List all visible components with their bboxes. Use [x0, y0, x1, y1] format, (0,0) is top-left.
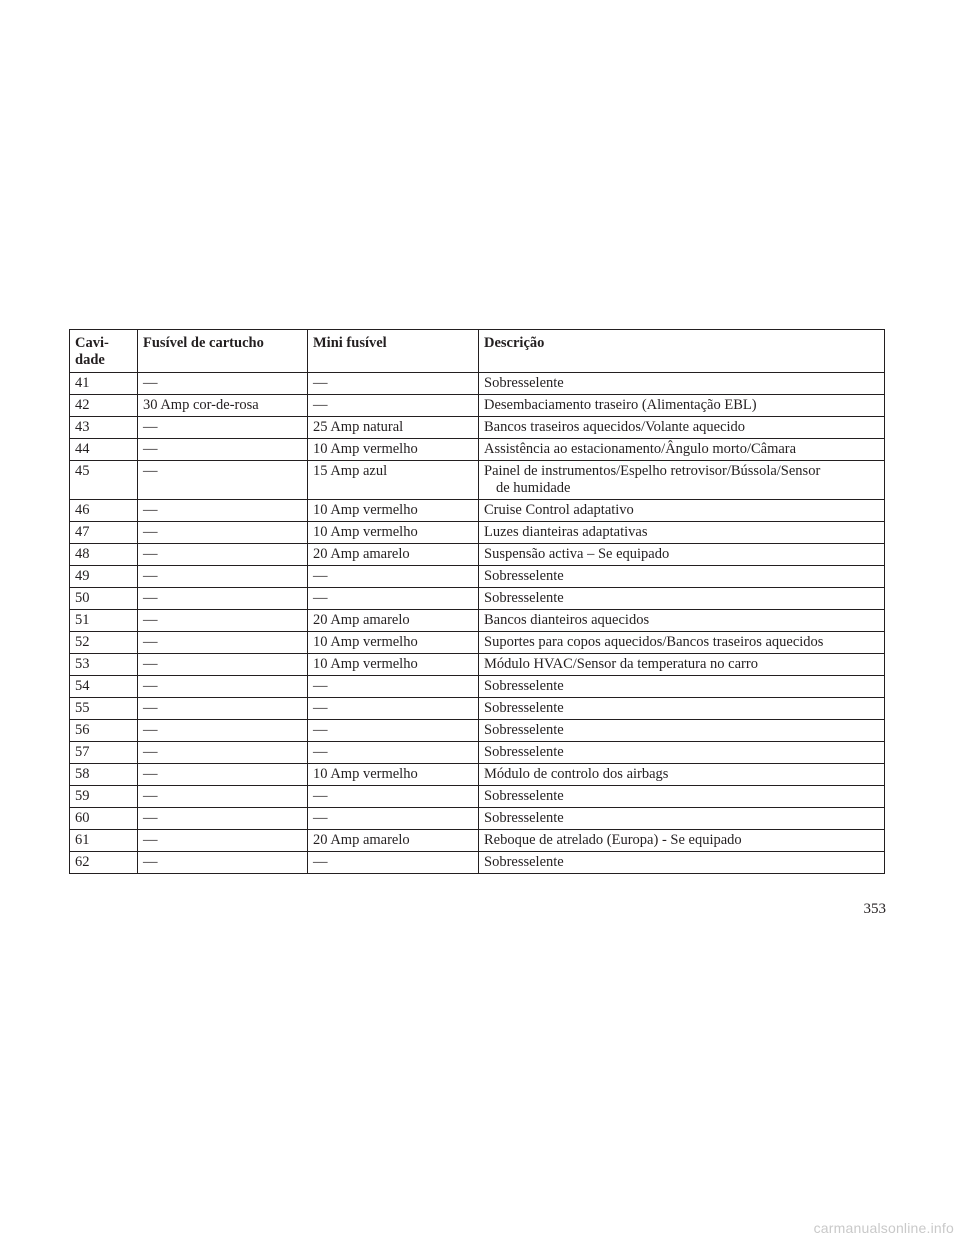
cell-cavity-text: 54	[75, 678, 90, 694]
cell-mini-fuse	[308, 830, 479, 852]
cell-mini-fuse	[308, 566, 479, 588]
cell-description	[479, 588, 885, 610]
table-row	[70, 676, 885, 698]
cell-description-text: Módulo HVAC/Sensor da temperatura no carro	[484, 656, 758, 672]
cell-description	[479, 786, 885, 808]
table-row	[70, 395, 885, 417]
cell-cartridge-fuse-text: —	[143, 419, 158, 435]
cell-cavity-text: 61	[75, 832, 90, 848]
cell-cartridge-fuse-text: —	[143, 463, 158, 479]
cell-cavity-text: 52	[75, 634, 90, 650]
cell-cartridge-fuse	[138, 500, 308, 522]
cell-mini-fuse-text: —	[313, 678, 328, 694]
table-row	[70, 610, 885, 632]
cell-cartridge-fuse-text: —	[143, 656, 158, 672]
cell-description	[479, 566, 885, 588]
cell-description-text: Sobresselente	[484, 678, 564, 694]
watermark: carmanualsonline.info	[813, 1220, 954, 1236]
cell-mini-fuse-text: 15 Amp azul	[313, 463, 388, 479]
cell-cavity	[70, 373, 138, 395]
cell-cavity-text: 51	[75, 612, 90, 628]
cell-cavity	[70, 566, 138, 588]
cell-cartridge-fuse	[138, 654, 308, 676]
cell-mini-fuse-text: 10 Amp vermelho	[313, 502, 418, 518]
cell-cartridge-fuse	[138, 764, 308, 786]
cell-cavity	[70, 698, 138, 720]
header-description: Descrição	[479, 330, 885, 373]
cell-description	[479, 500, 885, 522]
cell-mini-fuse-text: 10 Amp vermelho	[313, 634, 418, 650]
cell-mini-fuse-text: —	[313, 854, 328, 870]
cell-description-text: Luzes dianteiras adaptativas	[484, 524, 648, 540]
cell-description	[479, 610, 885, 632]
cell-cavity	[70, 417, 138, 439]
cell-description	[479, 632, 885, 654]
fuse-table	[69, 329, 885, 874]
cell-cavity	[70, 654, 138, 676]
cell-cavity	[70, 632, 138, 654]
cell-mini-fuse	[308, 544, 479, 566]
cell-cartridge-fuse	[138, 830, 308, 852]
cell-description-text: Sobresselente	[484, 590, 564, 606]
cell-cavity-text: 53	[75, 656, 90, 672]
cell-description	[479, 439, 885, 461]
cell-mini-fuse-text: 20 Amp amarelo	[313, 546, 410, 562]
cell-cavity-text: 60	[75, 810, 90, 826]
cell-cavity-text: 41	[75, 375, 90, 391]
table-row	[70, 461, 885, 500]
cell-mini-fuse	[308, 395, 479, 417]
cell-mini-fuse	[308, 852, 479, 874]
cell-description-text: Suspensão activa – Se equipado	[484, 546, 670, 562]
cell-cartridge-fuse-text: —	[143, 678, 158, 694]
table-row	[70, 522, 885, 544]
cell-description-continuation: de humidade	[496, 480, 571, 496]
cell-mini-fuse	[308, 610, 479, 632]
cell-mini-fuse	[308, 588, 479, 610]
cell-description-text: Desembaciamento traseiro (Alimentação EBL)	[484, 397, 757, 413]
table-row	[70, 698, 885, 720]
cell-description	[479, 698, 885, 720]
cell-description-text: Bancos traseiros aquecidos/Volante aquecido	[484, 419, 746, 435]
cell-cavity	[70, 588, 138, 610]
cell-cavity-text: 42	[75, 397, 90, 413]
cell-cavity-text: 62	[75, 854, 90, 870]
table-row	[70, 544, 885, 566]
cell-cartridge-fuse	[138, 461, 308, 500]
cell-mini-fuse	[308, 698, 479, 720]
cell-mini-fuse	[308, 632, 479, 654]
cell-cartridge-fuse-text: —	[143, 546, 158, 562]
cell-cartridge-fuse	[138, 544, 308, 566]
cell-cavity-text: 55	[75, 700, 90, 716]
page-number: 353	[863, 901, 886, 917]
cell-cavity-text: 44	[75, 441, 90, 457]
cell-description-text: Suportes para copos aquecidos/Bancos traseiros aquecidos	[484, 634, 824, 650]
cell-cartridge-fuse	[138, 610, 308, 632]
cell-cavity	[70, 720, 138, 742]
cell-mini-fuse-text: —	[313, 397, 328, 413]
cell-mini-fuse	[308, 417, 479, 439]
cell-cartridge-fuse	[138, 742, 308, 764]
cell-description-text: Sobresselente	[484, 722, 564, 738]
cell-description	[479, 764, 885, 786]
cell-mini-fuse-text: —	[313, 590, 328, 606]
table-row	[70, 566, 885, 588]
cell-cavity	[70, 610, 138, 632]
cell-mini-fuse-text: —	[313, 375, 328, 391]
cell-cartridge-fuse-text: —	[143, 441, 158, 457]
cell-mini-fuse-text: —	[313, 700, 328, 716]
cell-description-text: Reboque de atrelado (Europa) - Se equipado	[484, 832, 742, 848]
cell-cavity-text: 47	[75, 524, 90, 540]
cell-cavity-text: 50	[75, 590, 90, 606]
cell-cartridge-fuse	[138, 676, 308, 698]
cell-description	[479, 544, 885, 566]
cell-description-text: Sobresselente	[484, 568, 564, 584]
cell-cartridge-fuse	[138, 720, 308, 742]
table-header-row	[70, 330, 885, 373]
cell-mini-fuse	[308, 676, 479, 698]
cell-cartridge-fuse	[138, 522, 308, 544]
cell-mini-fuse-text: 20 Amp amarelo	[313, 612, 410, 628]
cell-cartridge-fuse-text: —	[143, 722, 158, 738]
cell-mini-fuse-text: —	[313, 568, 328, 584]
cell-description	[479, 808, 885, 830]
cell-mini-fuse-text: 10 Amp vermelho	[313, 656, 418, 672]
cell-cartridge-fuse-text: —	[143, 744, 158, 760]
cell-description-text: Sobresselente	[484, 788, 564, 804]
cell-description-text: Sobresselente	[484, 810, 564, 826]
cell-cartridge-fuse-text: —	[143, 375, 158, 391]
table-row	[70, 632, 885, 654]
cell-cavity	[70, 764, 138, 786]
table-row	[70, 588, 885, 610]
header-cartridge: Fusível de cartucho	[138, 330, 308, 373]
cell-cavity-text: 58	[75, 766, 90, 782]
cell-cavity-text: 43	[75, 419, 90, 435]
cell-cartridge-fuse	[138, 588, 308, 610]
cell-cartridge-fuse-text: —	[143, 854, 158, 870]
cell-description-text: Sobresselente	[484, 700, 564, 716]
cell-description	[479, 830, 885, 852]
cell-description	[479, 654, 885, 676]
cell-description-text: Cruise Control adaptativo	[484, 502, 634, 518]
table-row	[70, 439, 885, 461]
cell-description-text: Módulo de controlo dos airbags	[484, 766, 669, 782]
cell-cartridge-fuse	[138, 566, 308, 588]
cell-cartridge-fuse	[138, 698, 308, 720]
cell-description-text: Painel de instrumentos/Espelho retrovisor/Bússola/Sensor	[484, 463, 821, 479]
cell-description	[479, 395, 885, 417]
cell-description	[479, 522, 885, 544]
cell-cavity-text: 49	[75, 568, 90, 584]
header-cavity-label: Cavi- dade	[75, 335, 109, 368]
cell-cavity-text: 48	[75, 546, 90, 562]
cell-cartridge-fuse	[138, 373, 308, 395]
header-cavity	[70, 330, 138, 373]
cell-cartridge-fuse	[138, 395, 308, 417]
table-row	[70, 417, 885, 439]
table-row	[70, 808, 885, 830]
cell-mini-fuse-text: 10 Amp vermelho	[313, 524, 418, 540]
cell-cavity	[70, 522, 138, 544]
cell-cavity-text: 56	[75, 722, 90, 738]
cell-cavity	[70, 808, 138, 830]
cell-cartridge-fuse-text: —	[143, 634, 158, 650]
cell-cavity	[70, 742, 138, 764]
cell-description-text: Sobresselente	[484, 375, 564, 391]
table-row	[70, 654, 885, 676]
cell-mini-fuse-text: 25 Amp natural	[313, 419, 404, 435]
cell-mini-fuse	[308, 654, 479, 676]
cell-cavity-text: 59	[75, 788, 90, 804]
cell-cavity	[70, 852, 138, 874]
cell-description-text: Bancos dianteiros aquecidos	[484, 612, 650, 628]
table-row	[70, 786, 885, 808]
cell-cartridge-fuse-text: —	[143, 788, 158, 804]
table-row	[70, 852, 885, 874]
table-row	[70, 373, 885, 395]
cell-mini-fuse-text: 20 Amp amarelo	[313, 832, 410, 848]
cell-mini-fuse	[308, 720, 479, 742]
cell-cartridge-fuse	[138, 417, 308, 439]
cell-description	[479, 720, 885, 742]
cell-cartridge-fuse-text: —	[143, 832, 158, 848]
table-row	[70, 500, 885, 522]
cell-description	[479, 373, 885, 395]
cell-description	[479, 742, 885, 764]
cell-description	[479, 417, 885, 439]
cell-cavity	[70, 676, 138, 698]
cell-cartridge-fuse-text: —	[143, 766, 158, 782]
cell-cartridge-fuse-text: —	[143, 810, 158, 826]
cell-cartridge-fuse	[138, 439, 308, 461]
cell-cavity-text: 45	[75, 463, 90, 479]
cell-description-text: Assistência ao estacionamento/Ângulo morto/Câmara	[484, 441, 797, 457]
table-row	[70, 830, 885, 852]
cell-cavity	[70, 786, 138, 808]
cell-mini-fuse	[308, 808, 479, 830]
cell-cartridge-fuse	[138, 632, 308, 654]
cell-cartridge-fuse	[138, 852, 308, 874]
cell-cavity	[70, 439, 138, 461]
cell-mini-fuse-text: —	[313, 810, 328, 826]
cell-cartridge-fuse-text: —	[143, 524, 158, 540]
cell-mini-fuse	[308, 522, 479, 544]
cell-cavity-text: 57	[75, 744, 90, 760]
table-body	[70, 373, 885, 874]
cell-cartridge-fuse-text: —	[143, 700, 158, 716]
cell-cavity-text: 46	[75, 502, 90, 518]
cell-cartridge-fuse	[138, 786, 308, 808]
cell-mini-fuse-text: —	[313, 788, 328, 804]
cell-description	[479, 676, 885, 698]
cell-mini-fuse-text: 10 Amp vermelho	[313, 441, 418, 457]
header-mini: Mini fusível	[308, 330, 479, 373]
cell-cavity	[70, 830, 138, 852]
cell-description	[479, 461, 885, 500]
cell-mini-fuse-text: —	[313, 722, 328, 738]
cell-cavity	[70, 395, 138, 417]
cell-cavity	[70, 461, 138, 500]
cell-cartridge-fuse-text: —	[143, 590, 158, 606]
table-row	[70, 764, 885, 786]
cell-mini-fuse	[308, 461, 479, 500]
cell-mini-fuse	[308, 439, 479, 461]
cell-mini-fuse	[308, 500, 479, 522]
cell-description-text: Sobresselente	[484, 744, 564, 760]
cell-mini-fuse-text: 10 Amp vermelho	[313, 766, 418, 782]
table-row	[70, 742, 885, 764]
cell-cavity	[70, 500, 138, 522]
cell-cartridge-fuse-text: —	[143, 502, 158, 518]
cell-mini-fuse	[308, 373, 479, 395]
table-row	[70, 720, 885, 742]
cell-cavity	[70, 544, 138, 566]
cell-mini-fuse-text: —	[313, 744, 328, 760]
cell-description	[479, 852, 885, 874]
cell-description-text: Sobresselente	[484, 854, 564, 870]
cell-cartridge-fuse-text: 30 Amp cor-de-rosa	[143, 397, 259, 413]
cell-cartridge-fuse-text: —	[143, 612, 158, 628]
cell-mini-fuse	[308, 764, 479, 786]
cell-cartridge-fuse-text: —	[143, 568, 158, 584]
cell-mini-fuse	[308, 786, 479, 808]
cell-mini-fuse	[308, 742, 479, 764]
cell-cartridge-fuse	[138, 808, 308, 830]
